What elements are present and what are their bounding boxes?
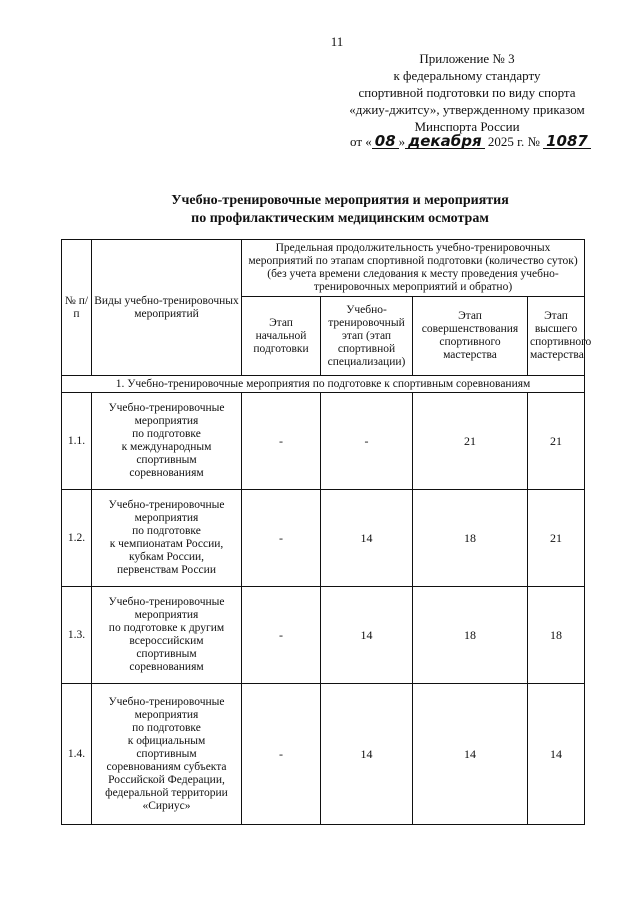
activity-line: Российской Федерации, (108, 773, 225, 786)
table-section-row (62, 376, 585, 393)
appendix-line: «джиу-джитсу», утвержденному приказом (349, 102, 585, 117)
activity-line: Учебно-тренировочные (108, 596, 225, 608)
activity-line: Учебно-тренировочные (108, 695, 225, 708)
table-row (62, 490, 585, 587)
activity-line: по подготовке (132, 525, 201, 537)
activity-line: по подготовке (132, 721, 201, 734)
value-initial: - (242, 393, 321, 490)
appendix-block (322, 50, 612, 135)
value-improvement: 21 (413, 393, 528, 490)
row-num: 1.2. (62, 490, 92, 587)
order-date-line (350, 134, 591, 150)
header-stage-improvement: Этап совершенствования спортивного мастерства (413, 297, 528, 376)
appendix-line: Приложение № 3 (419, 51, 515, 66)
header-stage-higher: Этап высшего спортивного мастерства (528, 297, 585, 376)
value-initial: - (242, 684, 321, 825)
row-num: 1.1. (62, 393, 92, 490)
document-title (60, 192, 620, 228)
activity-line: Учебно-тренировочные (108, 402, 225, 414)
activity-line: мероприятия (134, 609, 199, 621)
activity-line: мероприятия (134, 708, 199, 721)
value-higher: 14 (528, 684, 585, 825)
activity-line: по подготовке (132, 428, 201, 440)
activity-line: спортивным (136, 648, 197, 660)
date-day-handwritten: 08 (372, 134, 399, 149)
activity-line: мероприятия (134, 512, 199, 524)
table-row (62, 393, 585, 490)
date-month-handwritten: декабря (405, 134, 484, 149)
header-activity: Виды учебно-тренировочных мероприятий (92, 240, 242, 376)
activity-line: Учебно-тренировочные (108, 499, 225, 511)
date-mid: » (398, 134, 406, 149)
row-activity (92, 393, 242, 490)
activity-line: федеральной территории (105, 786, 228, 799)
page-number: 11 (330, 34, 344, 49)
row-activity (92, 684, 242, 825)
value-training: - (321, 393, 413, 490)
header-duration: Предельная продолжительность учебно-тренировочных мероприятий по этапам спортивной подготовки (количество суток) (без учета времени следования к месту проведения учебно-тренировочных мероприятий и обратно) (242, 240, 585, 297)
activity-line: спортивным (136, 747, 197, 760)
row-num: 1.3. (62, 587, 92, 684)
value-improvement: 14 (413, 684, 528, 825)
activity-line: соревнованиям (129, 467, 204, 479)
activity-line: всероссийским (129, 635, 204, 647)
activity-line: по подготовке к другим (108, 622, 225, 634)
value-higher: 18 (528, 587, 585, 684)
date-prefix: от « (350, 134, 372, 149)
header-stage-training: Учебно-тренировочный этап (этап спортивной специализации) (321, 297, 413, 376)
activity-line: к официальным (127, 734, 206, 747)
value-training: 14 (321, 587, 413, 684)
date-year: 2025 г. № (484, 134, 544, 149)
value-initial: - (242, 587, 321, 684)
table-row (62, 587, 585, 684)
row-activity (92, 490, 242, 587)
order-number-handwritten: 1087 (543, 134, 591, 149)
activity-line: «Сириус» (142, 799, 191, 812)
value-training: 14 (321, 490, 413, 587)
appendix-line: спортивной подготовки по виду спорта (358, 85, 576, 100)
title-line-1: Учебно-тренировочные мероприятия и мероприятия (171, 193, 509, 208)
activity-line: соревнованиям субъекта (106, 760, 227, 773)
value-training: 14 (321, 684, 413, 825)
value-higher: 21 (528, 393, 585, 490)
row-activity (92, 587, 242, 684)
activity-line: кубкам России, (128, 551, 205, 563)
section-title: 1. Учебно-тренировочные мероприятия по подготовке к спортивным соревнованиям (62, 376, 585, 393)
activity-line: первенствам России (117, 564, 216, 576)
appendix-line: к федеральному стандарту (393, 68, 541, 83)
activity-line: к международным (121, 441, 212, 453)
value-initial: - (242, 490, 321, 587)
value-higher: 21 (528, 490, 585, 587)
activity-line: соревнованиям (129, 661, 204, 673)
appendix-line: Минспорта России (414, 119, 520, 134)
activities-table (61, 239, 592, 825)
table-header-row (62, 240, 585, 297)
title-line-2: по профилактическим медицинским осмотрам (191, 211, 489, 226)
header-stage-initial: Этап начальной подготовки (242, 297, 321, 376)
activity-line: спортивным (136, 454, 197, 466)
table-row (62, 684, 585, 825)
row-num: 1.4. (62, 684, 92, 825)
value-improvement: 18 (413, 490, 528, 587)
activity-line: мероприятия (134, 415, 199, 427)
value-improvement: 18 (413, 587, 528, 684)
activity-line: к чемпионатам России, (109, 538, 224, 550)
header-num: № п/п (62, 240, 92, 376)
